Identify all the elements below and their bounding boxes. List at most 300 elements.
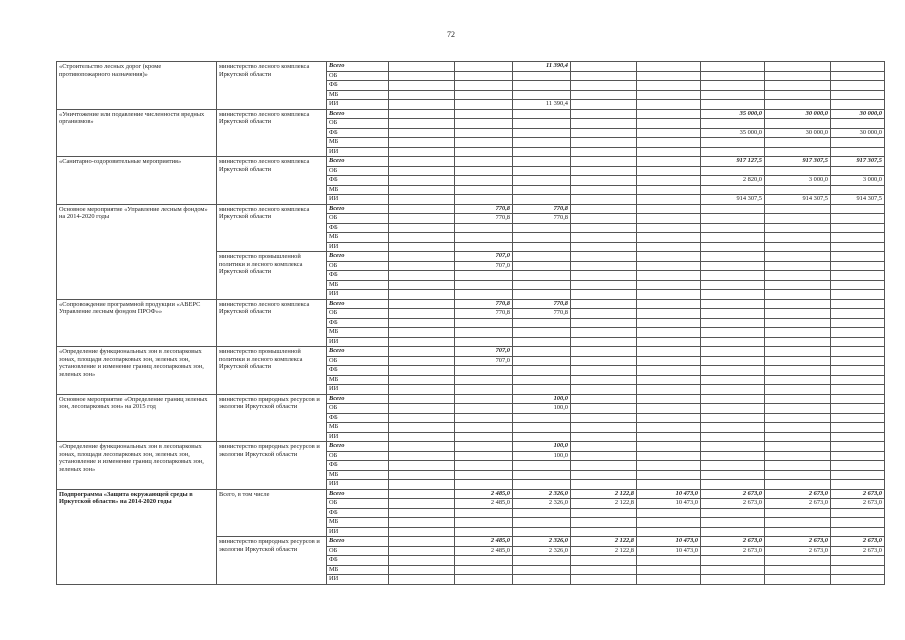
value-cell xyxy=(637,575,701,585)
value-cell xyxy=(765,347,831,357)
value-cell xyxy=(637,470,701,480)
value-cell xyxy=(389,489,455,499)
value-cell xyxy=(571,242,637,252)
value-cell xyxy=(765,527,831,537)
value-cell xyxy=(571,138,637,148)
value-cell: 11 390,4 xyxy=(513,100,571,110)
value-cell xyxy=(765,432,831,442)
value-cell xyxy=(765,271,831,281)
value-cell xyxy=(389,366,455,376)
value-cell xyxy=(571,337,637,347)
value-cell xyxy=(701,404,765,414)
value-cell xyxy=(831,233,885,243)
value-cell xyxy=(513,138,571,148)
value-cell xyxy=(831,385,885,395)
value-cell xyxy=(701,375,765,385)
value-cell xyxy=(513,233,571,243)
value-cell: 770,8 xyxy=(513,309,571,319)
value-cell xyxy=(831,81,885,91)
value-cell xyxy=(831,337,885,347)
value-cell xyxy=(637,451,701,461)
activity-name: «Определение функциональных зон в лесопарковых зонах, площади лесопарковых зон, зеленых зон, установление и изменение границ лесопарковых зон, зеленых зон» xyxy=(57,442,217,490)
value-cell xyxy=(389,271,455,281)
value-cell xyxy=(831,423,885,433)
value-cell xyxy=(701,71,765,81)
value-cell xyxy=(637,347,701,357)
value-cell xyxy=(701,347,765,357)
value-cell xyxy=(571,252,637,262)
funding-source: ФБ xyxy=(327,461,389,471)
value-cell xyxy=(389,119,455,129)
value-cell xyxy=(831,71,885,81)
value-cell xyxy=(455,223,513,233)
table-row xyxy=(57,489,885,499)
value-cell xyxy=(637,461,701,471)
value-cell xyxy=(455,119,513,129)
value-cell xyxy=(389,423,455,433)
value-cell xyxy=(765,90,831,100)
value-cell: 100,0 xyxy=(513,394,571,404)
value-cell xyxy=(765,480,831,490)
value-cell xyxy=(637,214,701,224)
value-cell xyxy=(831,100,885,110)
value-cell xyxy=(637,375,701,385)
value-cell xyxy=(765,166,831,176)
funding-source: ИИ xyxy=(327,575,389,585)
value-cell xyxy=(701,575,765,585)
value-cell xyxy=(455,157,513,167)
value-cell xyxy=(637,195,701,205)
value-cell xyxy=(831,147,885,157)
responsible-executor: министерство природных ресурсов и экологии Иркутской области xyxy=(217,537,327,585)
value-cell xyxy=(831,223,885,233)
value-cell xyxy=(701,356,765,366)
value-cell xyxy=(455,109,513,119)
value-cell xyxy=(765,299,831,309)
funding-source: ОБ xyxy=(327,71,389,81)
value-cell: 30 000,0 xyxy=(831,128,885,138)
value-cell: 770,8 xyxy=(455,204,513,214)
value-cell xyxy=(637,356,701,366)
value-cell xyxy=(455,508,513,518)
value-cell xyxy=(765,147,831,157)
value-cell xyxy=(455,480,513,490)
value-cell: 2 326,0 xyxy=(513,546,571,556)
value-cell xyxy=(701,366,765,376)
value-cell xyxy=(571,147,637,157)
value-cell xyxy=(637,81,701,91)
value-cell xyxy=(765,366,831,376)
value-cell xyxy=(701,138,765,148)
value-cell xyxy=(455,138,513,148)
value-cell xyxy=(765,280,831,290)
value-cell xyxy=(513,318,571,328)
value-cell xyxy=(571,261,637,271)
value-cell: 2 673,0 xyxy=(765,546,831,556)
funding-source: Всего xyxy=(327,252,389,262)
value-cell xyxy=(701,527,765,537)
value-cell xyxy=(389,100,455,110)
value-cell xyxy=(637,242,701,252)
value-cell: 2 485,0 xyxy=(455,537,513,547)
value-cell xyxy=(389,328,455,338)
value-cell xyxy=(831,404,885,414)
responsible-executor: министерство природных ресурсов и экологии Иркутской области xyxy=(217,394,327,442)
value-cell xyxy=(765,385,831,395)
value-cell: 770,8 xyxy=(455,309,513,319)
value-cell xyxy=(389,461,455,471)
value-cell xyxy=(571,394,637,404)
value-cell xyxy=(389,81,455,91)
activity-name: Основное мероприятие «Управление лесным фондом» на 2014-2020 годы xyxy=(57,204,217,299)
funding-source: ФБ xyxy=(327,318,389,328)
funding-source: Всего xyxy=(327,62,389,72)
value-cell xyxy=(765,356,831,366)
value-cell xyxy=(389,394,455,404)
table-row xyxy=(57,62,885,72)
value-cell xyxy=(701,508,765,518)
value-cell xyxy=(389,62,455,72)
funding-source: Всего xyxy=(327,537,389,547)
value-cell xyxy=(513,432,571,442)
value-cell xyxy=(637,432,701,442)
value-cell: 10 473,0 xyxy=(637,499,701,509)
value-cell xyxy=(637,109,701,119)
value-cell xyxy=(831,394,885,404)
value-cell xyxy=(455,271,513,281)
value-cell xyxy=(513,565,571,575)
value-cell xyxy=(389,252,455,262)
activity-name: Подпрограмма «Защита окружающей среды в Иркутской области» на 2014-2020 годы xyxy=(57,489,217,584)
value-cell xyxy=(637,518,701,528)
table-row xyxy=(57,299,885,309)
funding-source: МБ xyxy=(327,518,389,528)
value-cell xyxy=(831,90,885,100)
value-cell: 3 000,0 xyxy=(765,176,831,186)
value-cell xyxy=(637,413,701,423)
value-cell xyxy=(637,508,701,518)
value-cell xyxy=(389,385,455,395)
value-cell xyxy=(455,442,513,452)
value-cell xyxy=(701,394,765,404)
value-cell xyxy=(765,394,831,404)
value-cell xyxy=(765,328,831,338)
funding-source: МБ xyxy=(327,470,389,480)
value-cell xyxy=(571,423,637,433)
value-cell xyxy=(513,280,571,290)
value-cell xyxy=(389,309,455,319)
value-cell xyxy=(455,423,513,433)
value-cell xyxy=(571,233,637,243)
value-cell xyxy=(513,518,571,528)
value-cell xyxy=(701,233,765,243)
value-cell xyxy=(513,271,571,281)
table-row xyxy=(57,347,885,357)
value-cell xyxy=(455,385,513,395)
value-cell xyxy=(389,176,455,186)
funding-source: МБ xyxy=(327,280,389,290)
value-cell xyxy=(765,451,831,461)
value-cell xyxy=(637,337,701,347)
value-cell xyxy=(571,109,637,119)
value-cell xyxy=(831,461,885,471)
value-cell xyxy=(513,470,571,480)
funding-source: Всего xyxy=(327,347,389,357)
value-cell xyxy=(765,470,831,480)
value-cell: 3 000,0 xyxy=(831,176,885,186)
value-cell xyxy=(637,366,701,376)
value-cell xyxy=(831,261,885,271)
value-cell xyxy=(389,556,455,566)
value-cell: 100,0 xyxy=(513,451,571,461)
value-cell xyxy=(765,119,831,129)
value-cell xyxy=(571,280,637,290)
value-cell xyxy=(513,337,571,347)
value-cell xyxy=(455,185,513,195)
value-cell xyxy=(389,442,455,452)
value-cell xyxy=(389,451,455,461)
table-row xyxy=(57,204,885,214)
value-cell xyxy=(701,299,765,309)
value-cell xyxy=(831,138,885,148)
value-cell xyxy=(513,261,571,271)
value-cell: 100,0 xyxy=(513,442,571,452)
value-cell xyxy=(513,575,571,585)
value-cell xyxy=(765,565,831,575)
funding-source: ФБ xyxy=(327,508,389,518)
value-cell xyxy=(637,157,701,167)
value-cell xyxy=(765,290,831,300)
value-cell: 917 307,5 xyxy=(765,157,831,167)
value-cell xyxy=(455,375,513,385)
value-cell xyxy=(455,71,513,81)
value-cell xyxy=(831,299,885,309)
value-cell xyxy=(513,176,571,186)
value-cell: 2 673,0 xyxy=(701,546,765,556)
value-cell xyxy=(571,309,637,319)
value-cell xyxy=(637,442,701,452)
value-cell xyxy=(637,290,701,300)
value-cell xyxy=(571,100,637,110)
value-cell xyxy=(831,518,885,528)
value-cell xyxy=(637,423,701,433)
value-cell xyxy=(389,90,455,100)
value-cell xyxy=(389,299,455,309)
value-cell: 30 000,0 xyxy=(765,109,831,119)
value-cell xyxy=(513,413,571,423)
value-cell xyxy=(513,242,571,252)
value-cell: 2 326,0 xyxy=(513,489,571,499)
value-cell xyxy=(701,81,765,91)
value-cell xyxy=(513,71,571,81)
funding-source: ОБ xyxy=(327,261,389,271)
value-cell xyxy=(455,461,513,471)
funding-source: ФБ xyxy=(327,176,389,186)
funding-source: ФБ xyxy=(327,223,389,233)
funding-source: Всего xyxy=(327,204,389,214)
value-cell xyxy=(513,385,571,395)
value-cell xyxy=(765,252,831,262)
value-cell xyxy=(571,575,637,585)
funding-source: ИИ xyxy=(327,147,389,157)
value-cell xyxy=(571,442,637,452)
value-cell xyxy=(831,451,885,461)
value-cell: 10 473,0 xyxy=(637,546,701,556)
value-cell: 707,0 xyxy=(455,356,513,366)
value-cell xyxy=(637,223,701,233)
value-cell xyxy=(831,375,885,385)
value-cell xyxy=(571,518,637,528)
value-cell: 914 307,5 xyxy=(765,195,831,205)
value-cell xyxy=(637,404,701,414)
value-cell xyxy=(571,185,637,195)
value-cell xyxy=(831,328,885,338)
value-cell xyxy=(765,461,831,471)
value-cell xyxy=(765,518,831,528)
value-cell xyxy=(701,385,765,395)
value-cell xyxy=(831,166,885,176)
value-cell xyxy=(513,366,571,376)
budget-table xyxy=(56,61,885,585)
value-cell xyxy=(513,356,571,366)
value-cell xyxy=(765,71,831,81)
value-cell: 2 673,0 xyxy=(831,489,885,499)
value-cell xyxy=(637,556,701,566)
value-cell xyxy=(701,214,765,224)
value-cell xyxy=(513,375,571,385)
value-cell xyxy=(571,290,637,300)
funding-source: Всего xyxy=(327,442,389,452)
value-cell xyxy=(701,309,765,319)
funding-source: ИИ xyxy=(327,290,389,300)
value-cell xyxy=(701,252,765,262)
funding-source: ОБ xyxy=(327,214,389,224)
value-cell xyxy=(831,252,885,262)
value-cell: 770,8 xyxy=(513,214,571,224)
value-cell xyxy=(765,556,831,566)
value-cell xyxy=(455,290,513,300)
value-cell xyxy=(571,81,637,91)
value-cell: 2 485,0 xyxy=(455,489,513,499)
value-cell xyxy=(571,508,637,518)
value-cell xyxy=(571,62,637,72)
value-cell: 707,0 xyxy=(455,347,513,357)
value-cell xyxy=(389,527,455,537)
value-cell xyxy=(389,214,455,224)
value-cell xyxy=(765,442,831,452)
value-cell xyxy=(831,565,885,575)
value-cell xyxy=(765,100,831,110)
value-cell xyxy=(765,62,831,72)
funding-source: ОБ xyxy=(327,356,389,366)
value-cell xyxy=(701,271,765,281)
value-cell xyxy=(389,195,455,205)
value-cell xyxy=(389,575,455,585)
responsible-executor: министерство лесного комплекса Иркутской области xyxy=(217,109,327,157)
value-cell xyxy=(765,337,831,347)
value-cell xyxy=(637,233,701,243)
funding-source: Всего xyxy=(327,299,389,309)
value-cell: 770,8 xyxy=(513,204,571,214)
value-cell xyxy=(637,252,701,262)
value-cell xyxy=(571,461,637,471)
value-cell: 10 473,0 xyxy=(637,489,701,499)
value-cell xyxy=(831,442,885,452)
value-cell xyxy=(701,518,765,528)
value-cell xyxy=(637,318,701,328)
value-cell xyxy=(455,451,513,461)
value-cell: 2 673,0 xyxy=(701,499,765,509)
value-cell xyxy=(455,337,513,347)
value-cell xyxy=(831,508,885,518)
value-cell xyxy=(831,242,885,252)
value-cell xyxy=(831,527,885,537)
value-cell xyxy=(637,204,701,214)
value-cell xyxy=(513,128,571,138)
value-cell xyxy=(389,147,455,157)
value-cell xyxy=(701,480,765,490)
value-cell xyxy=(389,261,455,271)
value-cell xyxy=(513,109,571,119)
value-cell xyxy=(571,128,637,138)
funding-source: ИИ xyxy=(327,337,389,347)
value-cell xyxy=(513,328,571,338)
value-cell: 2 326,0 xyxy=(513,537,571,547)
value-cell xyxy=(571,366,637,376)
value-cell: 914 307,5 xyxy=(831,195,885,205)
value-cell xyxy=(831,309,885,319)
value-cell xyxy=(637,394,701,404)
funding-source: МБ xyxy=(327,328,389,338)
value-cell xyxy=(571,71,637,81)
value-cell xyxy=(571,451,637,461)
funding-source: ОБ xyxy=(327,546,389,556)
funding-source: ФБ xyxy=(327,556,389,566)
value-cell xyxy=(455,565,513,575)
value-cell xyxy=(389,223,455,233)
funding-source: МБ xyxy=(327,375,389,385)
value-cell xyxy=(831,185,885,195)
value-cell xyxy=(701,100,765,110)
activity-name: «Санитарно-оздоровительные мероприятия» xyxy=(57,157,217,205)
value-cell xyxy=(571,328,637,338)
table-row xyxy=(57,109,885,119)
value-cell xyxy=(389,128,455,138)
value-cell xyxy=(571,223,637,233)
value-cell xyxy=(637,138,701,148)
value-cell xyxy=(571,356,637,366)
value-cell xyxy=(701,337,765,347)
funding-source: Всего xyxy=(327,394,389,404)
value-cell xyxy=(455,62,513,72)
value-cell xyxy=(701,90,765,100)
funding-source: ФБ xyxy=(327,271,389,281)
value-cell: 2 485,0 xyxy=(455,546,513,556)
value-cell xyxy=(701,432,765,442)
value-cell xyxy=(455,575,513,585)
value-cell: 2 122,8 xyxy=(571,499,637,509)
value-cell xyxy=(765,214,831,224)
funding-source: ИИ xyxy=(327,527,389,537)
value-cell: 707,0 xyxy=(455,261,513,271)
value-cell xyxy=(637,271,701,281)
value-cell: 35 000,0 xyxy=(701,128,765,138)
value-cell xyxy=(637,299,701,309)
responsible-executor: министерство лесного комплекса Иркутской области xyxy=(217,299,327,347)
responsible-executor: министерство промышленной политики и лесного комплекса Иркутской области xyxy=(217,252,327,300)
value-cell xyxy=(455,233,513,243)
value-cell xyxy=(571,413,637,423)
